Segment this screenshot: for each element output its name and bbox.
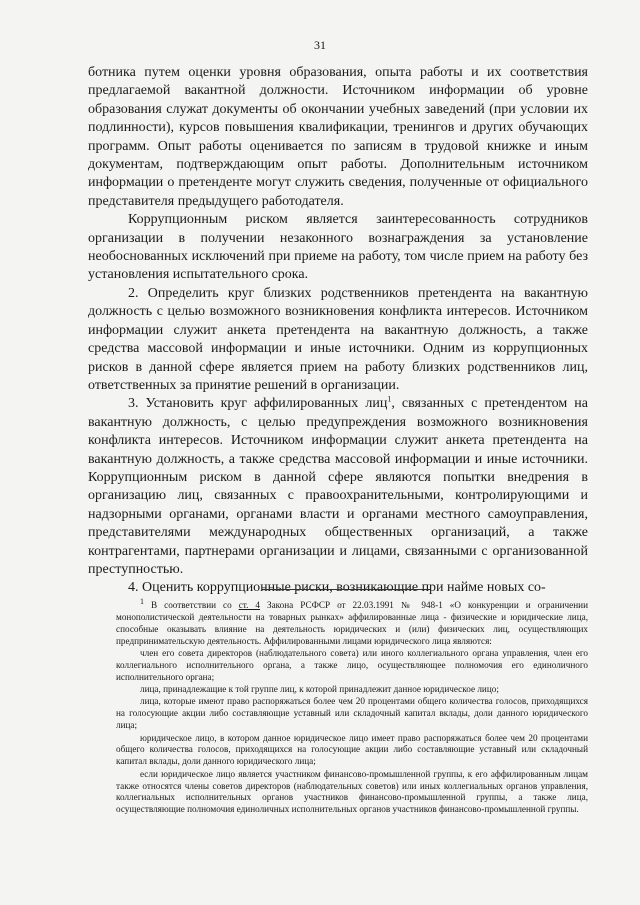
footnote-item: лица, которые имеют право распоряжаться более чем 20 процентами общего количества голосов, приходящихся на голосующие акции либо составляющие уставный или складочный капитал вклады, доли данного юридического лица; [116,696,588,731]
paragraph-1: ботника путем оценки уровня образования, опыта работы и их соответствия предлагаемой вакантной должности. Источником информации об уровне образования служат документы об окончании учебных заведений (при условии их подлинности), курсов повышения квалификации, тренингов и других обучающих программ. Опыт работы оценивается по записям в трудовой книжке и иным документам, подтверждающим опыт работы. Дополнительным источником информации о претенденте могут служить сведения, полученные от официального представителя предыдущего работодателя. [88,65,588,209]
paragraph-5: 4. Оценить коррупционные риски, возникающие при найме новых со- [128,580,546,596]
footnote-item: юридическое лицо, в котором данное юридическое лицо имеет право распоряжаться более чем 20 процентами общего количества голосов, приходящихся на голосующие акции либо составляющие уставный или складочный капитал вклады, доли данного юридического лица; [116,732,588,767]
footnote-item: член его совета директоров (наблюдательного совета) или иного коллегиального органа управления, член его коллегиального исполнительного органа, а также лицо, осуществляющее полномочия его единоличного исполнительного органа; [116,648,588,682]
law-article-link[interactable]: ст. 4 [238,600,260,610]
paragraph-4-rest: , связанных с претендентом на вакантную должность, с целью предупреждения возможного возникновения конфликта интересов. Источником информации служит анкета претендента на вакантную должность, а также средства массовой информации и иные источники. Коррупционным риском в данной сфере являются попытки внедрения в организацию лиц, связанных с правоохранительными, контролирующими и надзорными органами, органами власти и органами местного самоуправления, представителями международных общественных организаций, а также контрагентами, партнерами организации и лицами, связанными с организованной преступностью. [88,396,588,577]
paragraph-4-start: 3. Установить круг аффилированных лиц [128,396,388,412]
body-text [88,64,588,598]
paragraph-2: Коррупционным риском является заинтересованность сотрудников организации в получении незаконного вознаграждения за установление необоснованных исключений при приеме на работу, том числе прием на работу без установления испытательного срока. [88,212,588,283]
footnotes [116,596,588,817]
footnote-item: если юридическое лицо является участником финансово-промышленной группы, к его аффилированным лицам также относятся члены советов директоров (наблюдательных советов) или иных коллегиальных органов управления, коллегиальных исполнительных органов участников финансово-промышленной группы, а также лица, осуществляющие полномочия единоличных исполнительных органов участников финансово-промышленной группы. [116,768,588,815]
page-number: 31 [314,38,326,52]
footnote-text: Закона РСФСР от 22.03.1991 № 948-1 «О конкуренции и ограничении монополистической деятельности на товарных рынках» аффилированные лица - физические и юридические лица, способные оказывать влияние на деятельность юридических и (или) физических лиц, осуществляющих предпринимательскую деятельность. Аффилированными лицами юридического лица являются: [116,600,588,646]
footnote-item: лица, принадлежащие к той группе лиц, к которой принадлежит данное юридическое лицо; [140,684,499,695]
footnote-intro [116,596,588,648]
footnote-separator [262,589,430,590]
footnote-marker: 1 [140,596,144,606]
paragraph-3: 2. Определить круг близких родственников претендента на вакантную должность с целью возможного возникновения конфликта интересов. Источником информации служит анкета претендента на вакантную должность, а также средства массовой информации и иные источники. Одним из коррупционных рисков в данной сфере является прием на работу близких родственников лиц, ответственных за принятие решений в организации. [88,285,588,393]
paragraph-4 [88,395,588,579]
footnote-lead: В соответствии со [144,600,239,610]
footnote-reference[interactable]: 1 [387,394,392,404]
